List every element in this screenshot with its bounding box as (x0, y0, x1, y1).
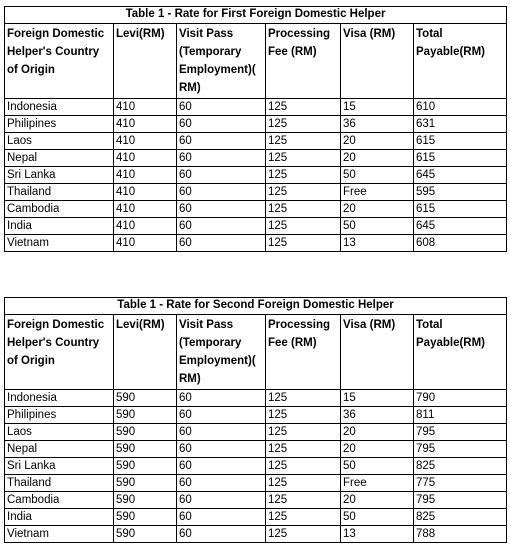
total-cell: 795 (414, 492, 507, 509)
country-cell: Cambodia (5, 201, 114, 218)
country-cell: Laos (5, 424, 114, 441)
levi-cell: 590 (114, 475, 177, 492)
total-cell: 608 (414, 235, 507, 252)
visit-pass-cell: 60 (177, 458, 266, 475)
visit-pass-cell: 60 (177, 424, 266, 441)
country-cell: India (5, 509, 114, 526)
visa-cell: 15 (341, 390, 414, 407)
table-title: Table 1 - Rate for Second Foreign Domestic Helper (5, 298, 507, 315)
country-cell: Sri Lanka (5, 458, 114, 475)
visit-pass-cell: 60 (177, 509, 266, 526)
column-header-levi: Levi(RM) (114, 24, 177, 99)
visa-cell: 36 (341, 116, 414, 133)
levi-cell: 410 (114, 235, 177, 252)
levi-cell: 410 (114, 218, 177, 235)
total-cell: 795 (414, 424, 507, 441)
processing-fee-cell: 125 (266, 184, 341, 201)
processing-fee-cell: 125 (266, 235, 341, 252)
visa-cell: Free (341, 475, 414, 492)
country-cell: Indonesia (5, 99, 114, 116)
table-row (5, 509, 507, 526)
total-cell: 825 (414, 458, 507, 475)
visit-pass-cell: 60 (177, 390, 266, 407)
visit-pass-cell: 60 (177, 407, 266, 424)
table-row (5, 235, 507, 252)
table-row (5, 526, 507, 543)
country-cell: Vietnam (5, 526, 114, 543)
levi-cell: 590 (114, 526, 177, 543)
levi-cell: 410 (114, 201, 177, 218)
processing-fee-cell: 125 (266, 201, 341, 218)
table-title: Table 1 - Rate for First Foreign Domestic Helper (5, 7, 507, 24)
visit-pass-cell: 60 (177, 475, 266, 492)
total-cell: 788 (414, 526, 507, 543)
levi-cell: 590 (114, 458, 177, 475)
table-row (5, 475, 507, 492)
processing-fee-cell: 125 (266, 424, 341, 441)
table-row (5, 407, 507, 424)
levi-cell: 410 (114, 150, 177, 167)
visa-cell: 20 (341, 492, 414, 509)
visa-cell: 13 (341, 526, 414, 543)
total-cell: 615 (414, 133, 507, 150)
country-cell: Nepal (5, 441, 114, 458)
country-cell: India (5, 218, 114, 235)
processing-fee-cell: 125 (266, 218, 341, 235)
table-row (5, 390, 507, 407)
total-cell: 825 (414, 509, 507, 526)
country-cell: Philipines (5, 116, 114, 133)
table-row (5, 492, 507, 509)
visa-cell: 20 (341, 424, 414, 441)
total-cell: 790 (414, 390, 507, 407)
table-row (5, 150, 507, 167)
visa-cell: 50 (341, 458, 414, 475)
processing-fee-cell: 125 (266, 133, 341, 150)
levi-cell: 590 (114, 407, 177, 424)
total-cell: 795 (414, 441, 507, 458)
processing-fee-cell: 125 (266, 390, 341, 407)
visa-cell: 20 (341, 441, 414, 458)
country-cell: Nepal (5, 150, 114, 167)
table-row (5, 201, 507, 218)
column-header-processing-fee: Processing Fee (RM) (266, 24, 341, 99)
visit-pass-cell: 60 (177, 184, 266, 201)
visit-pass-cell: 60 (177, 99, 266, 116)
column-header-visit-pass: Visit Pass (Temporary Employment)( RM) (177, 24, 266, 99)
country-cell: Vietnam (5, 235, 114, 252)
total-cell: 595 (414, 184, 507, 201)
column-header-visit-pass: Visit Pass (Temporary Employment)( RM) (177, 315, 266, 390)
visit-pass-cell: 60 (177, 492, 266, 509)
column-header-visa: Visa (RM) (341, 315, 414, 390)
country-cell: Indonesia (5, 390, 114, 407)
header-row (5, 315, 507, 390)
processing-fee-cell: 125 (266, 458, 341, 475)
processing-fee-cell: 125 (266, 167, 341, 184)
table-row (5, 99, 507, 116)
levi-cell: 410 (114, 184, 177, 201)
levi-cell: 410 (114, 133, 177, 150)
visa-cell: 20 (341, 201, 414, 218)
visa-cell: 20 (341, 133, 414, 150)
total-cell: 775 (414, 475, 507, 492)
processing-fee-cell: 125 (266, 492, 341, 509)
second-helper-rate-table (4, 297, 507, 543)
visa-cell: 50 (341, 509, 414, 526)
levi-cell: 410 (114, 167, 177, 184)
processing-fee-cell: 125 (266, 475, 341, 492)
total-cell: 645 (414, 218, 507, 235)
visit-pass-cell: 60 (177, 167, 266, 184)
levi-cell: 410 (114, 99, 177, 116)
visit-pass-cell: 60 (177, 116, 266, 133)
table-body (5, 390, 507, 543)
visit-pass-cell: 60 (177, 441, 266, 458)
processing-fee-cell: 125 (266, 526, 341, 543)
column-header-visa: Visa (RM) (341, 24, 414, 99)
levi-cell: 410 (114, 116, 177, 133)
visa-cell: Free (341, 184, 414, 201)
processing-fee-cell: 125 (266, 407, 341, 424)
total-cell: 631 (414, 116, 507, 133)
processing-fee-cell: 125 (266, 509, 341, 526)
column-header-total: Total Payable(RM) (414, 315, 507, 390)
visa-cell: 50 (341, 218, 414, 235)
column-header-country: Foreign Domestic Helper's Country of Origin (5, 24, 114, 99)
processing-fee-cell: 125 (266, 150, 341, 167)
first-helper-rate-table (4, 6, 507, 252)
header-row (5, 24, 507, 99)
processing-fee-cell: 125 (266, 441, 341, 458)
processing-fee-cell: 125 (266, 99, 341, 116)
levi-cell: 590 (114, 441, 177, 458)
column-header-country: Foreign Domestic Helper's Country of Origin (5, 315, 114, 390)
country-cell: Laos (5, 133, 114, 150)
visa-cell: 50 (341, 167, 414, 184)
table-row (5, 133, 507, 150)
processing-fee-cell: 125 (266, 116, 341, 133)
country-cell: Thailand (5, 184, 114, 201)
total-cell: 811 (414, 407, 507, 424)
country-cell: Sri Lanka (5, 167, 114, 184)
visit-pass-cell: 60 (177, 201, 266, 218)
table-body (5, 99, 507, 252)
column-header-total: Total Payable(RM) (414, 24, 507, 99)
visa-cell: 20 (341, 150, 414, 167)
total-cell: 610 (414, 99, 507, 116)
country-cell: Cambodia (5, 492, 114, 509)
levi-cell: 590 (114, 492, 177, 509)
visit-pass-cell: 60 (177, 133, 266, 150)
levi-cell: 590 (114, 424, 177, 441)
country-cell: Philipines (5, 407, 114, 424)
visa-cell: 13 (341, 235, 414, 252)
levi-cell: 590 (114, 509, 177, 526)
visit-pass-cell: 60 (177, 526, 266, 543)
column-header-processing-fee: Processing Fee (RM) (266, 315, 341, 390)
visit-pass-cell: 60 (177, 150, 266, 167)
table-row (5, 441, 507, 458)
table-row (5, 424, 507, 441)
table-row (5, 184, 507, 201)
visa-cell: 15 (341, 99, 414, 116)
table-row (5, 218, 507, 235)
total-cell: 615 (414, 150, 507, 167)
total-cell: 615 (414, 201, 507, 218)
table-row (5, 116, 507, 133)
table-row (5, 458, 507, 475)
visit-pass-cell: 60 (177, 235, 266, 252)
visa-cell: 36 (341, 407, 414, 424)
levi-cell: 590 (114, 390, 177, 407)
total-cell: 645 (414, 167, 507, 184)
table-row (5, 167, 507, 184)
visit-pass-cell: 60 (177, 218, 266, 235)
column-header-levi: Levi(RM) (114, 315, 177, 390)
country-cell: Thailand (5, 475, 114, 492)
